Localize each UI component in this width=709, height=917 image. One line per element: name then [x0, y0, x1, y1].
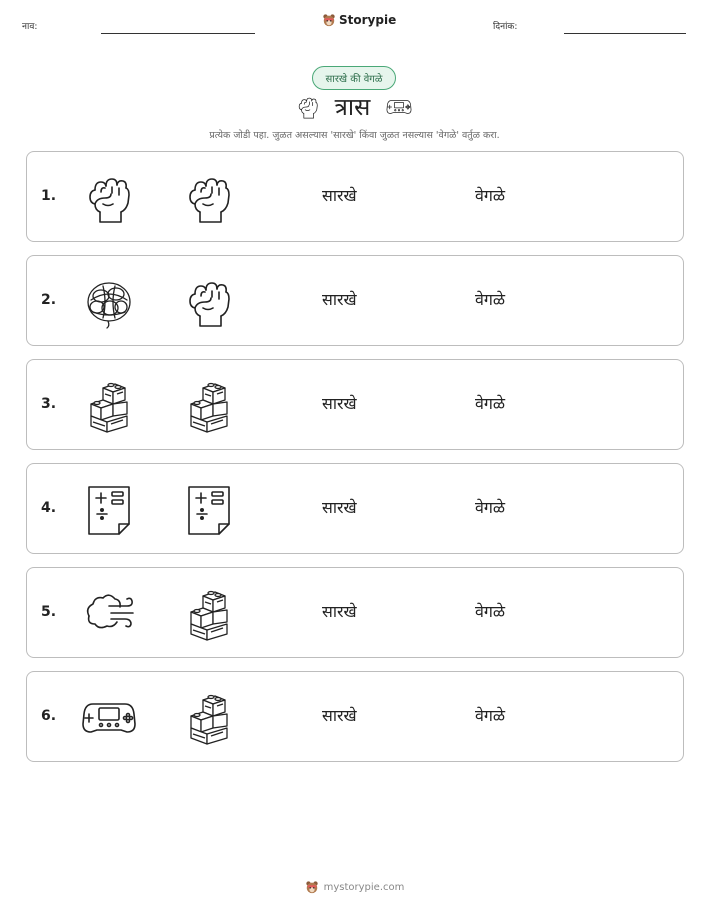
fist-icon: [81, 170, 137, 226]
option-same[interactable]: सारखे: [322, 498, 357, 517]
name-label: नाव:: [22, 22, 38, 32]
exercise-row: [26, 671, 684, 762]
fist-icon: [295, 94, 321, 120]
building-blocks-icon: [181, 586, 237, 642]
bear-icon: [322, 13, 336, 27]
game-controller-icon: [384, 94, 414, 120]
row-number: 3.: [41, 396, 57, 412]
fist-icon: [181, 170, 237, 226]
wind-cloud-icon: [81, 586, 137, 642]
option-different[interactable]: वेगळे: [475, 290, 506, 309]
exercise-row: [26, 567, 684, 658]
bear-icon: [305, 880, 319, 894]
option-same[interactable]: सारखे: [322, 394, 357, 413]
building-blocks-icon: [181, 690, 237, 746]
exercise-row: [26, 255, 684, 346]
building-blocks-icon: [181, 378, 237, 434]
name-line[interactable]: [101, 33, 255, 34]
row-number: 4.: [41, 500, 57, 516]
brand-name: Storypie: [339, 13, 397, 27]
option-different[interactable]: वेगळे: [475, 498, 506, 517]
option-different[interactable]: वेगळे: [475, 706, 506, 725]
option-different[interactable]: वेगळे: [475, 394, 506, 413]
footer-url[interactable]: mystorypie.com: [323, 881, 405, 893]
row-number: 5.: [41, 604, 57, 620]
exercise-row: [26, 151, 684, 242]
math-sheet-icon: [181, 482, 237, 538]
fist-icon: [181, 274, 237, 330]
exercise-row: [26, 463, 684, 554]
option-same[interactable]: सारखे: [322, 602, 357, 621]
game-controller-icon: [81, 690, 137, 746]
title-row: [0, 90, 709, 123]
building-blocks-icon: [81, 378, 137, 434]
math-sheet-icon: [81, 482, 137, 538]
brand-logo: [322, 13, 396, 27]
footer: [0, 880, 709, 894]
exercise-row: [26, 359, 684, 450]
option-same[interactable]: सारखे: [322, 186, 357, 205]
page-title: त्रास: [334, 93, 371, 121]
instructions: प्रत्येक जोडी पहा. जुळत असल्यास 'सारखे' किंवा जुळत नसल्यास 'वेगळे' वर्तुळ करा.: [209, 130, 500, 141]
option-same[interactable]: सारखे: [322, 290, 357, 309]
option-different[interactable]: वेगळे: [475, 602, 506, 621]
date-line[interactable]: [564, 33, 686, 34]
row-number: 2.: [41, 292, 57, 308]
option-different[interactable]: वेगळे: [475, 186, 506, 205]
category-badge: सारखे की वेगळे: [312, 66, 396, 90]
tangled-yarn-icon: [81, 274, 137, 330]
row-number: 1.: [41, 188, 57, 204]
date-label: दिनांक:: [493, 22, 518, 32]
option-same[interactable]: सारखे: [322, 706, 357, 725]
row-number: 6.: [41, 708, 57, 724]
